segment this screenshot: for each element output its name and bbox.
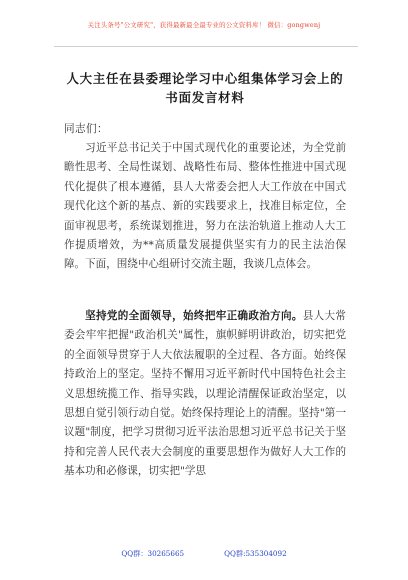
paragraph-2-lead: 坚持党的全面领导，始终把牢正确政治方向。 (85, 310, 303, 322)
paragraph-2 (64, 307, 346, 521)
promo-header: 关注头条号"公文研究"，获得最新最全最专业的公文资料库！ 微信：gongwenj (87, 21, 321, 29)
qq-group-1: QQ群：30265665 (121, 549, 185, 558)
paragraph-2-body: 县人大常委会牢牢把握"政治机关"属性，旗帜鲜明讲政治，切实把党的全面领导贯穿于人大依法履职的全过程、各方面。始终保持政治上的坚定。坚持不懈用习近平新时代中国特色社会主义思想统揽工作、指导实践，以理论清醒保证政治坚定，以思想自觉引领行动自觉。始终保持理论上的清醒。坚持"第一议题"制度，把学习贯彻习近平法治思想习近平总书记关于坚持和完善人民代表大会制度的重要思想作为做好人大工作的基本功和必修课，切实把"学思 (64, 310, 346, 478)
document-title: 人大主任在县委理论学习中心组集体学习会上的书面发言材料 (66, 71, 344, 105)
paragraph-1: 习近平总书记关于中国式现代化的重要论述，为全党前瞻性思考、全局性谋划、战略性布局、整体性推进中国式现代化提供了根本遵循，县人大常委会把人大工作放在中国式现代化这个新的基点、新的实践要求上，找准目标定位，全面审视思考，系统谋划推进，努力在法治轨道上推动人大工作提质增效，为**高质量发展提供坚实有力的民主法治保障。下面，围绕中心组研讨交流主题，我谈几点体会。 (64, 142, 346, 271)
qq-group-2: QQ群:535304092 (224, 549, 287, 558)
footer (0, 549, 408, 559)
header-divider (54, 46, 358, 47)
salutation: 同志们： (64, 123, 108, 135)
